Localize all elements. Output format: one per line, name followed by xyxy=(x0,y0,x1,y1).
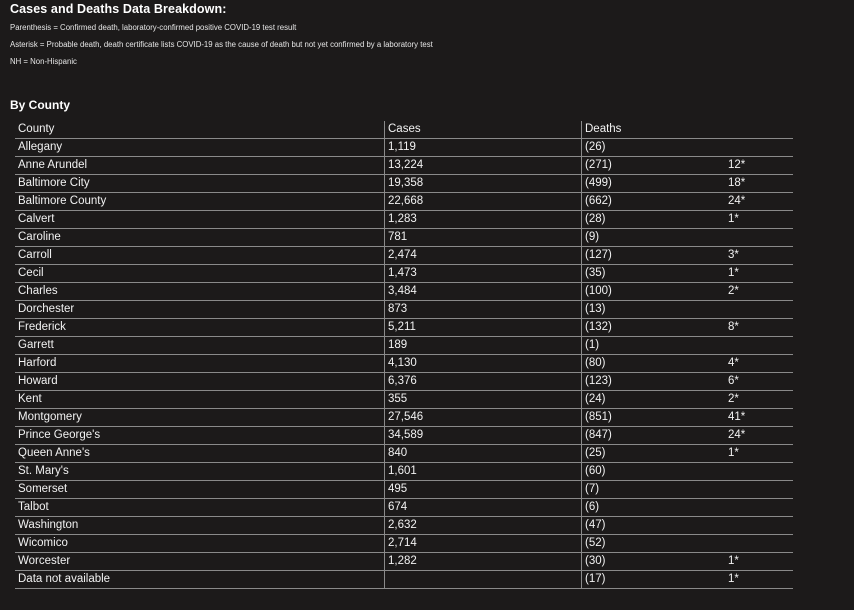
probable-deaths-cell: 3* xyxy=(725,247,793,265)
deaths-cell: (662) xyxy=(582,193,726,211)
county-cell: Queen Anne's xyxy=(15,445,385,463)
column-header-county: County xyxy=(15,121,385,139)
table-row xyxy=(15,337,793,355)
probable-deaths-cell: 1* xyxy=(725,553,793,571)
county-cell: Caroline xyxy=(15,229,385,247)
cases-cell: 1,601 xyxy=(385,463,582,481)
probable-deaths-cell xyxy=(725,229,793,247)
cases-cell: 2,714 xyxy=(385,535,582,553)
cases-cell: 189 xyxy=(385,337,582,355)
probable-deaths-cell: 1* xyxy=(725,211,793,229)
table-row xyxy=(15,157,793,175)
cases-cell: 840 xyxy=(385,445,582,463)
county-cell: Howard xyxy=(15,373,385,391)
deaths-cell: (80) xyxy=(582,355,726,373)
deaths-cell: (271) xyxy=(582,157,726,175)
table-row xyxy=(15,535,793,553)
table-row xyxy=(15,571,793,589)
deaths-cell: (25) xyxy=(582,445,726,463)
deaths-cell: (13) xyxy=(582,301,726,319)
cases-cell: 495 xyxy=(385,481,582,499)
deaths-cell: (28) xyxy=(582,211,726,229)
page-title: Cases and Deaths Data Breakdown: xyxy=(10,2,227,16)
legend-note-nh: NH = Non-Hispanic xyxy=(10,57,77,66)
cases-cell: 1,283 xyxy=(385,211,582,229)
county-cell: Garrett xyxy=(15,337,385,355)
county-cell: Talbot xyxy=(15,499,385,517)
county-cell: Wicomico xyxy=(15,535,385,553)
deaths-cell: (123) xyxy=(582,373,726,391)
table-row xyxy=(15,427,793,445)
table-row xyxy=(15,175,793,193)
legend-note-asterisk: Asterisk = Probable death, death certificate lists COVID-19 as the cause of death but not yet confirmed by a laboratory test xyxy=(10,40,433,49)
column-header-deaths: Deaths xyxy=(582,121,726,139)
county-data-table xyxy=(15,121,793,589)
cases-cell: 1,473 xyxy=(385,265,582,283)
cases-cell: 22,668 xyxy=(385,193,582,211)
cases-cell: 873 xyxy=(385,301,582,319)
probable-deaths-cell xyxy=(725,337,793,355)
table-header-row xyxy=(15,121,793,139)
cases-cell xyxy=(385,571,582,589)
probable-deaths-cell xyxy=(725,139,793,157)
table-row xyxy=(15,409,793,427)
deaths-cell: (127) xyxy=(582,247,726,265)
table-row xyxy=(15,553,793,571)
deaths-cell: (499) xyxy=(582,175,726,193)
deaths-cell: (26) xyxy=(582,139,726,157)
cases-cell: 781 xyxy=(385,229,582,247)
probable-deaths-cell: 1* xyxy=(725,571,793,589)
cases-cell: 34,589 xyxy=(385,427,582,445)
cases-cell: 5,211 xyxy=(385,319,582,337)
probable-deaths-cell xyxy=(725,535,793,553)
deaths-cell: (9) xyxy=(582,229,726,247)
deaths-cell: (851) xyxy=(582,409,726,427)
probable-deaths-cell: 41* xyxy=(725,409,793,427)
cases-cell: 13,224 xyxy=(385,157,582,175)
deaths-cell: (35) xyxy=(582,265,726,283)
deaths-cell: (47) xyxy=(582,517,726,535)
deaths-cell: (52) xyxy=(582,535,726,553)
county-cell: Dorchester xyxy=(15,301,385,319)
table-row xyxy=(15,247,793,265)
probable-deaths-cell xyxy=(725,481,793,499)
column-header-probable xyxy=(725,121,793,139)
cases-cell: 355 xyxy=(385,391,582,409)
county-cell: Carroll xyxy=(15,247,385,265)
table-row xyxy=(15,373,793,391)
table-row xyxy=(15,445,793,463)
table-body xyxy=(15,139,793,589)
table-row xyxy=(15,391,793,409)
table-row xyxy=(15,193,793,211)
probable-deaths-cell: 18* xyxy=(725,175,793,193)
legend-note-parenthesis: Parenthesis = Confirmed death, laboratory-confirmed positive COVID-19 test result xyxy=(10,23,297,32)
deaths-cell: (7) xyxy=(582,481,726,499)
county-cell: Allegany xyxy=(15,139,385,157)
deaths-cell: (6) xyxy=(582,499,726,517)
probable-deaths-cell xyxy=(725,499,793,517)
county-cell: Anne Arundel xyxy=(15,157,385,175)
probable-deaths-cell xyxy=(725,301,793,319)
county-cell: St. Mary's xyxy=(15,463,385,481)
probable-deaths-cell: 24* xyxy=(725,193,793,211)
county-cell: Washington xyxy=(15,517,385,535)
table-row xyxy=(15,283,793,301)
cases-cell: 674 xyxy=(385,499,582,517)
cases-cell: 2,632 xyxy=(385,517,582,535)
cases-cell: 19,358 xyxy=(385,175,582,193)
table-row xyxy=(15,517,793,535)
table-row xyxy=(15,265,793,283)
deaths-cell: (30) xyxy=(582,553,726,571)
deaths-cell: (60) xyxy=(582,463,726,481)
cases-cell: 3,484 xyxy=(385,283,582,301)
table-row xyxy=(15,211,793,229)
table-row xyxy=(15,139,793,157)
section-heading: By County xyxy=(10,98,70,112)
probable-deaths-cell: 8* xyxy=(725,319,793,337)
probable-deaths-cell: 2* xyxy=(725,283,793,301)
county-cell: Baltimore County xyxy=(15,193,385,211)
county-cell: Frederick xyxy=(15,319,385,337)
deaths-cell: (17) xyxy=(582,571,726,589)
cases-cell: 4,130 xyxy=(385,355,582,373)
county-cell: Somerset xyxy=(15,481,385,499)
county-cell: Kent xyxy=(15,391,385,409)
cases-cell: 1,119 xyxy=(385,139,582,157)
table-row xyxy=(15,355,793,373)
probable-deaths-cell: 2* xyxy=(725,391,793,409)
county-cell: Data not available xyxy=(15,571,385,589)
deaths-cell: (132) xyxy=(582,319,726,337)
table-row xyxy=(15,481,793,499)
cases-cell: 2,474 xyxy=(385,247,582,265)
table-row xyxy=(15,229,793,247)
column-header-cases: Cases xyxy=(385,121,582,139)
county-cell: Baltimore City xyxy=(15,175,385,193)
deaths-cell: (24) xyxy=(582,391,726,409)
cases-cell: 1,282 xyxy=(385,553,582,571)
table-row xyxy=(15,319,793,337)
cases-cell: 6,376 xyxy=(385,373,582,391)
probable-deaths-cell xyxy=(725,517,793,535)
county-cell: Prince George's xyxy=(15,427,385,445)
table-row xyxy=(15,463,793,481)
deaths-cell: (1) xyxy=(582,337,726,355)
probable-deaths-cell: 6* xyxy=(725,373,793,391)
probable-deaths-cell xyxy=(725,463,793,481)
county-cell: Calvert xyxy=(15,211,385,229)
table-row xyxy=(15,499,793,517)
probable-deaths-cell: 12* xyxy=(725,157,793,175)
probable-deaths-cell: 1* xyxy=(725,445,793,463)
deaths-cell: (847) xyxy=(582,427,726,445)
county-cell: Montgomery xyxy=(15,409,385,427)
probable-deaths-cell: 4* xyxy=(725,355,793,373)
county-cell: Harford xyxy=(15,355,385,373)
county-cell: Charles xyxy=(15,283,385,301)
county-cell: Worcester xyxy=(15,553,385,571)
county-cell: Cecil xyxy=(15,265,385,283)
table-row xyxy=(15,301,793,319)
probable-deaths-cell: 24* xyxy=(725,427,793,445)
cases-cell: 27,546 xyxy=(385,409,582,427)
deaths-cell: (100) xyxy=(582,283,726,301)
probable-deaths-cell: 1* xyxy=(725,265,793,283)
